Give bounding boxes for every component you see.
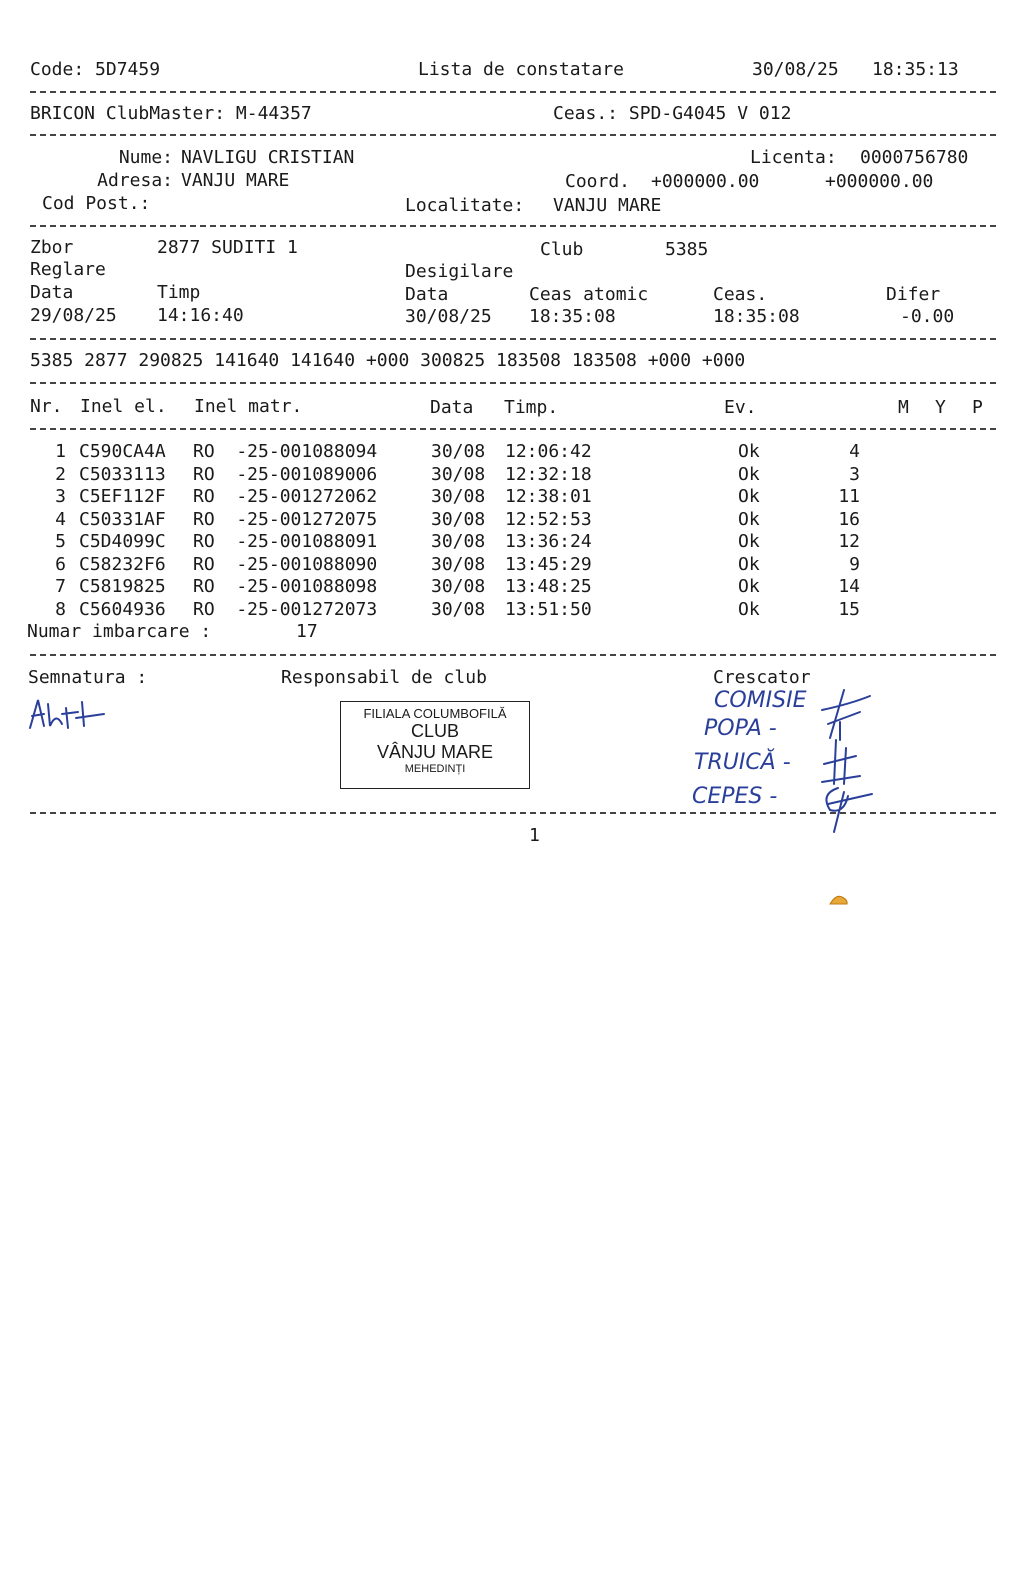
col-nr: Nr. xyxy=(30,396,63,417)
difference-label: Difer xyxy=(886,284,941,305)
signature-label: Semnatura : xyxy=(28,667,148,688)
coord-label: Coord. xyxy=(565,171,631,192)
stamp-line: MEHEDINȚI xyxy=(404,763,466,775)
set-date-label: Data xyxy=(30,282,74,303)
row-number: 2 xyxy=(55,463,66,485)
club-responsible-label: Responsabil de club xyxy=(281,667,487,688)
setting-label: Reglare xyxy=(30,259,106,280)
breeder-label: Crescator xyxy=(713,667,811,688)
m-value: 16 xyxy=(838,508,860,530)
event-status: Ok xyxy=(738,508,760,530)
m-value: 12 xyxy=(838,531,860,552)
set-time: 14:16:40 xyxy=(157,305,244,326)
flight-name: 2877 SUDITI 1 xyxy=(157,237,298,258)
time-difference: -0.00 xyxy=(900,306,955,327)
row-number: 5 xyxy=(55,531,66,552)
clock-time: 18:35:08 xyxy=(713,306,800,327)
fancier-name: NAVLIGU CRISTIAN xyxy=(181,147,355,168)
event-status: Ok xyxy=(738,441,760,462)
arrival-date: 30/08 xyxy=(431,531,486,552)
signature-scribble xyxy=(26,692,106,736)
divider xyxy=(30,812,996,814)
m-value: 11 xyxy=(838,486,860,507)
arrival-date: 30/08 xyxy=(431,486,486,507)
set-date: 29/08/25 xyxy=(30,305,117,326)
fancier-address: VANJU MARE xyxy=(181,170,290,191)
boarding-label: Numar imbarcare : xyxy=(27,621,212,642)
coord-x: +000000.00 xyxy=(651,171,760,192)
handwritten-name: POPA - xyxy=(704,716,777,741)
arrival-time: 13:45:29 xyxy=(505,553,592,575)
arrival-date: 30/08 xyxy=(431,441,486,462)
orange-mark xyxy=(828,893,850,907)
row-number: 1 xyxy=(55,441,66,462)
postal-code-label: Cod Post.: xyxy=(42,193,151,214)
ring-number: RO -25-001272062 xyxy=(193,486,378,507)
ring-number: RO -25-001088091 xyxy=(193,531,378,552)
electronic-ring: C5604936 xyxy=(79,598,166,620)
arrival-date: 30/08 xyxy=(431,553,486,575)
event-status: Ok xyxy=(738,531,760,552)
m-value: 14 xyxy=(838,576,860,597)
document-title: Lista de constatare xyxy=(418,59,624,80)
stamp-line: CLUB xyxy=(410,721,459,741)
arrival-date: 30/08 xyxy=(431,508,486,530)
arrival-time: 12:52:53 xyxy=(505,508,592,530)
row-number: 8 xyxy=(55,598,66,620)
col-time: Timp. xyxy=(504,397,559,418)
m-value: 4 xyxy=(849,441,860,462)
event-status: Ok xyxy=(738,486,760,507)
ring-number: RO -25-001088094 xyxy=(193,441,378,462)
stamp-line: FILIALA COLUMBOFILĂ xyxy=(363,706,507,721)
row-number: 3 xyxy=(55,486,66,507)
locality: VANJU MARE xyxy=(553,195,662,216)
ring-number: RO -25-001088090 xyxy=(193,553,378,575)
divider xyxy=(30,338,996,340)
license-label: Licenta: xyxy=(750,147,837,168)
event-status: Ok xyxy=(738,576,760,597)
electronic-ring: C5EF112F xyxy=(79,486,166,507)
arrival-time: 12:38:01 xyxy=(505,486,592,507)
ring-number: RO -25-001272073 xyxy=(193,598,378,620)
arrival-time: 12:32:18 xyxy=(505,463,592,485)
arrival-time: 12:06:42 xyxy=(505,441,592,462)
ring-number: RO -25-001089006 xyxy=(193,463,378,485)
name-label: Nume: xyxy=(118,147,173,168)
arrival-date: 30/08 xyxy=(431,463,486,485)
document-code: Code: 5D7459 xyxy=(30,59,161,80)
col-ring-number: Inel matr. xyxy=(194,396,303,417)
atomic-clock-label: Ceas atomic xyxy=(529,284,649,305)
divider xyxy=(30,654,996,656)
ring-number: RO -25-001272075 xyxy=(193,508,378,530)
m-value: 3 xyxy=(849,463,860,485)
divider xyxy=(30,382,996,384)
clock-id: Ceas.: SPD-G4045 V 012 xyxy=(553,103,792,124)
print-time: 18:35:13 xyxy=(872,59,959,80)
coord-y: +000000.00 xyxy=(825,171,934,192)
electronic-ring: C5819825 xyxy=(79,576,166,597)
print-date: 30/08/25 xyxy=(752,59,839,80)
unseal-label: Desigilare xyxy=(405,261,514,282)
address-label: Adresa: xyxy=(97,170,173,191)
arrival-date: 30/08 xyxy=(431,576,486,597)
unseal-date-label: Data xyxy=(405,284,449,305)
row-number: 4 xyxy=(55,508,66,530)
handwritten-commission: COMISIE xyxy=(714,688,807,713)
row-number: 6 xyxy=(55,553,66,575)
boarding-count: 17 xyxy=(296,621,318,642)
event-status: Ok xyxy=(738,598,760,620)
flight-label: Zbor xyxy=(30,237,74,258)
col-p: P xyxy=(972,397,983,418)
divider xyxy=(30,428,996,430)
locality-label: Localitate: xyxy=(405,195,525,216)
club-number: 5385 xyxy=(665,239,709,260)
set-time-label: Timp xyxy=(157,282,201,303)
clock-label: Ceas. xyxy=(713,284,768,305)
stamp-line: VÂNJU MARE xyxy=(376,742,493,762)
arrival-time: 13:51:50 xyxy=(505,598,592,620)
col-date: Data xyxy=(430,397,474,418)
col-y: Y xyxy=(935,397,946,418)
m-value: 15 xyxy=(838,598,860,620)
electronic-ring: C50331AF xyxy=(79,508,166,530)
col-m: M xyxy=(898,397,909,418)
clubmaster-id: BRICON ClubMaster: M-44357 xyxy=(30,103,312,124)
electronic-ring: C58232F6 xyxy=(79,553,166,575)
arrival-time: 13:36:24 xyxy=(505,531,592,552)
divider xyxy=(30,225,996,227)
electronic-ring: C5033113 xyxy=(79,463,166,485)
club-stamp xyxy=(340,701,530,789)
summary-code-line: 5385 2877 290825 141640 141640 +000 300825 183508 183508 +000 +000 xyxy=(30,350,746,371)
event-status: Ok xyxy=(738,463,760,485)
club-label: Club xyxy=(540,239,584,260)
page-number: 1 xyxy=(529,825,540,846)
handwritten-name: CEPES - xyxy=(692,784,778,809)
arrival-time: 13:48:25 xyxy=(505,576,592,597)
row-number: 7 xyxy=(55,576,66,597)
divider xyxy=(30,134,996,136)
handwritten-name: TRUICĂ - xyxy=(694,750,791,775)
divider xyxy=(30,91,996,93)
license-number: 0000756780 xyxy=(860,147,969,168)
unseal-date: 30/08/25 xyxy=(405,306,492,327)
col-electronic-ring: Inel el. xyxy=(80,396,167,417)
ring-number: RO -25-001088098 xyxy=(193,576,378,597)
m-value: 9 xyxy=(849,553,860,575)
electronic-ring: C590CA4A xyxy=(79,441,166,462)
arrival-date: 30/08 xyxy=(431,598,486,620)
atomic-clock-time: 18:35:08 xyxy=(529,306,616,327)
col-event: Ev. xyxy=(724,397,757,418)
electronic-ring: C5D4099C xyxy=(79,531,166,552)
event-status: Ok xyxy=(738,553,760,575)
